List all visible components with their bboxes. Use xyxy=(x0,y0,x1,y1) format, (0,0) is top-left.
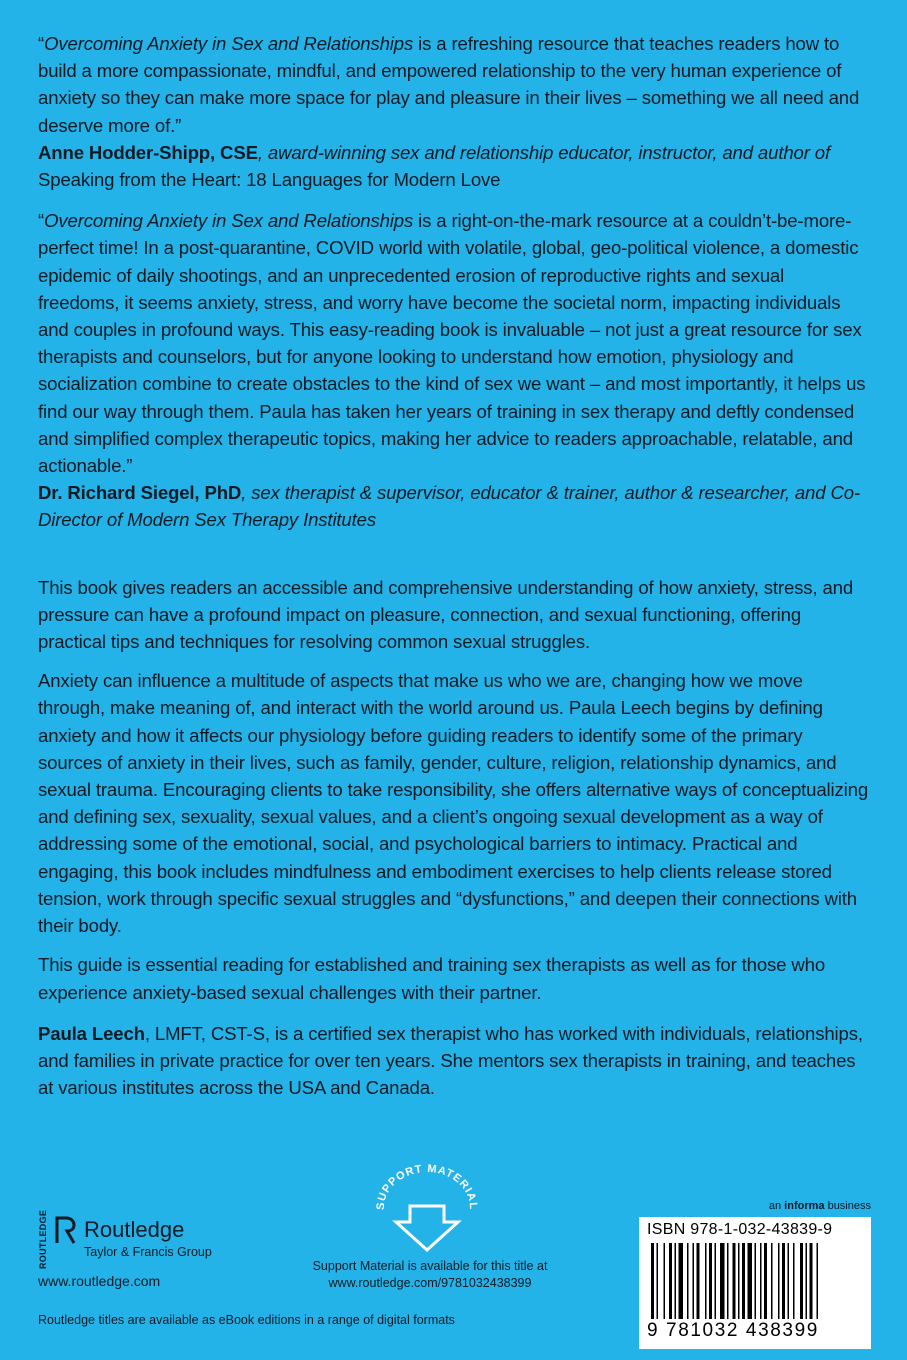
open-quote: “ xyxy=(38,33,45,54)
author-bio xyxy=(38,1020,870,1102)
publisher-url[interactable]: www.routledge.com xyxy=(38,1273,161,1289)
barcode-bar xyxy=(727,1243,729,1319)
review-1-attribution xyxy=(38,139,870,193)
barcode-bar xyxy=(817,1243,819,1319)
author-bio-text: , LMFT, CST-S, is a certified sex therapist who has worked with individuals, relationships, and families in private practice for over ten years. She mentors sex therapists in training, and teaches at various institutes across the USA and Canada. xyxy=(38,1022,863,1099)
cover-footer xyxy=(0,1150,907,1360)
barcode-bar xyxy=(806,1243,808,1319)
review-2-quote xyxy=(38,207,870,479)
description-paragraph-3: This guide is essential reading for established and training sex therapists as well as for those who experience anxiety-based sexual challenges with their partner. xyxy=(38,954,826,1003)
author-bio-name: Paula Leech xyxy=(38,1022,145,1044)
barcode-bar xyxy=(733,1243,736,1319)
barcode-bar xyxy=(755,1243,757,1319)
isbn-label: ISBN 978-1-032-43839-9 xyxy=(647,1221,833,1238)
support-material-badge-label: SUPPORT MATERIAL xyxy=(374,1164,480,1211)
review-1-quote xyxy=(38,30,870,139)
review-2-book-title: Overcoming Anxiety in Sex and Relationships xyxy=(44,210,414,232)
routledge-logo xyxy=(38,1211,228,1271)
barcode-bar xyxy=(679,1243,684,1319)
barcode-bar xyxy=(720,1243,725,1319)
review-1-author-role: , award-winning sex and relationship educator, instructor, and author of xyxy=(257,141,830,163)
review-2-attribution xyxy=(38,479,870,533)
description-paragraph-1: This book gives readers an accessible and comprehensive understanding of how anxiety, stress, and pressure can have a profound impact on pleasure, connection, and sexual functioning, offering practical tips and techniques for resolving common sexual struggles. xyxy=(38,576,854,653)
barcode-bar xyxy=(693,1243,695,1319)
barcode-bar xyxy=(664,1243,666,1319)
routledge-r-icon xyxy=(54,1215,76,1245)
barcode-bar xyxy=(778,1243,780,1319)
informa-business-tag xyxy=(769,1200,871,1212)
barcode-bar xyxy=(738,1243,740,1319)
review-1-text: is a refreshing resource that teaches readers how to build a more compassionate, mindful, and empowered relationship to the very human experience of anxiety so they can make more space for play and pleasure in their lives – something we all need and deserve more of.” xyxy=(38,33,860,136)
open-quote: “ xyxy=(38,210,45,232)
svg-text:SUPPORT MATERIAL xyxy=(375,1164,479,1210)
review-1-author: Anne Hodder-Shipp, CSE xyxy=(38,141,258,163)
review-1-author-book: Speaking from the Heart: 18 Languages for Modern Love xyxy=(38,169,501,191)
barcode-bars xyxy=(649,1243,861,1321)
isbn-barcode xyxy=(639,1217,871,1349)
barcode-bar xyxy=(709,1243,712,1319)
barcode-bar xyxy=(697,1243,700,1319)
barcode-bar xyxy=(764,1243,767,1319)
review-2-author: Dr. Richard Siegel, PhD xyxy=(38,482,242,504)
barcode-bar xyxy=(675,1243,677,1319)
publisher-name: Routledge xyxy=(84,1217,185,1242)
barcode-bar xyxy=(810,1243,813,1319)
barcode-bar xyxy=(782,1243,785,1319)
barcode-bar xyxy=(788,1243,790,1319)
review-2-author-role: , sex therapist & supervisor, educator & trainer, author & researcher, and Co-Director of Modern Sex Therapy Institutes xyxy=(38,482,860,531)
barcode-bar xyxy=(800,1243,803,1319)
barcode-bar xyxy=(657,1243,659,1319)
barcode-bar xyxy=(760,1243,762,1319)
informa-wordmark: informa xyxy=(784,1200,825,1212)
description-paragraph-2: Anxiety can influence a multitude of aspects that make us who we are, changing how we move through, make meaning of, and interact with the world around us. Paula Leech begins by defining anxiety and how it affects our physiology before guiding readers to identify some of the primary sources of anxiety in their lives, such as family, gender, culture, religion, relationship dynamics, and sexual trauma. Encouraging clients to take responsibility, she offers alternative ways of conceptualizing and defining sex, sexuality, sexual values, and a client’s ongoing sexual development as a way of addressing some of the emotional, social, and psychological barriers to intimacy. Practical and engaging, this book includes mindfulness and embodiment exercises to help clients release stored tension, work through specific sexual struggles and “dysfunctions,” and deepen their connections with their body. xyxy=(38,670,869,937)
informa-suffix: business xyxy=(824,1200,871,1212)
support-material-badge xyxy=(372,1164,482,1254)
barcode-bar xyxy=(651,1243,654,1319)
review-1-book-title: Overcoming Anxiety in Sex and Relationships xyxy=(44,33,414,54)
barcode-bar xyxy=(748,1243,753,1319)
barcode-bar xyxy=(771,1243,773,1319)
barcode-bar xyxy=(715,1243,717,1319)
barcode-bar xyxy=(669,1243,672,1319)
barcode-bar xyxy=(705,1243,707,1319)
download-arrow-icon xyxy=(396,1206,458,1250)
support-material-note xyxy=(290,1258,570,1292)
ebook-note: Routledge titles are available as eBook editions in a range of digital formats xyxy=(38,1313,455,1327)
barcode-bar xyxy=(742,1243,745,1319)
barcode-bar xyxy=(687,1243,689,1319)
back-cover-text xyxy=(38,30,870,1101)
barcode-digits: 9 781032 438399 xyxy=(647,1320,819,1341)
barcode-bar xyxy=(793,1243,795,1319)
support-material-line-1: Support Material is available for this title at xyxy=(312,1259,548,1273)
informa-prefix: an xyxy=(768,1200,785,1212)
review-2-text: is a right-on-the-mark resource at a couldn’t-be-more-perfect time! In a post-quarantine, COVID world with volatile, global, geo-political violence, a domestic epidemic of daily shootings, and an unprecedented erosion of reproductive rights and sexual freedoms, it seems anxiety, stress, and worry have become the societal norm, impacting individuals and couples in profound ways. This easy-reading book is invaluable – not just a great resource for sex therapists and counselors, but for anyone looking to understand how emotion, physiology and socialization combine to create obstacles to the kind of sex we want – and most importantly, it helps us find our way through them. Paula has taken her years of training in sex therapy and deftly condensed and simplified complex therapeutic topics, making her advice to readers approachable, relatable, and actionable.” xyxy=(38,210,866,477)
routledge-vertical-wordmark: ROUTLEDGE xyxy=(38,1209,48,1269)
support-material-url[interactable]: www.routledge.com/9781032438399 xyxy=(328,1276,532,1290)
publisher-group: Taylor & Francis Group xyxy=(84,1245,212,1259)
